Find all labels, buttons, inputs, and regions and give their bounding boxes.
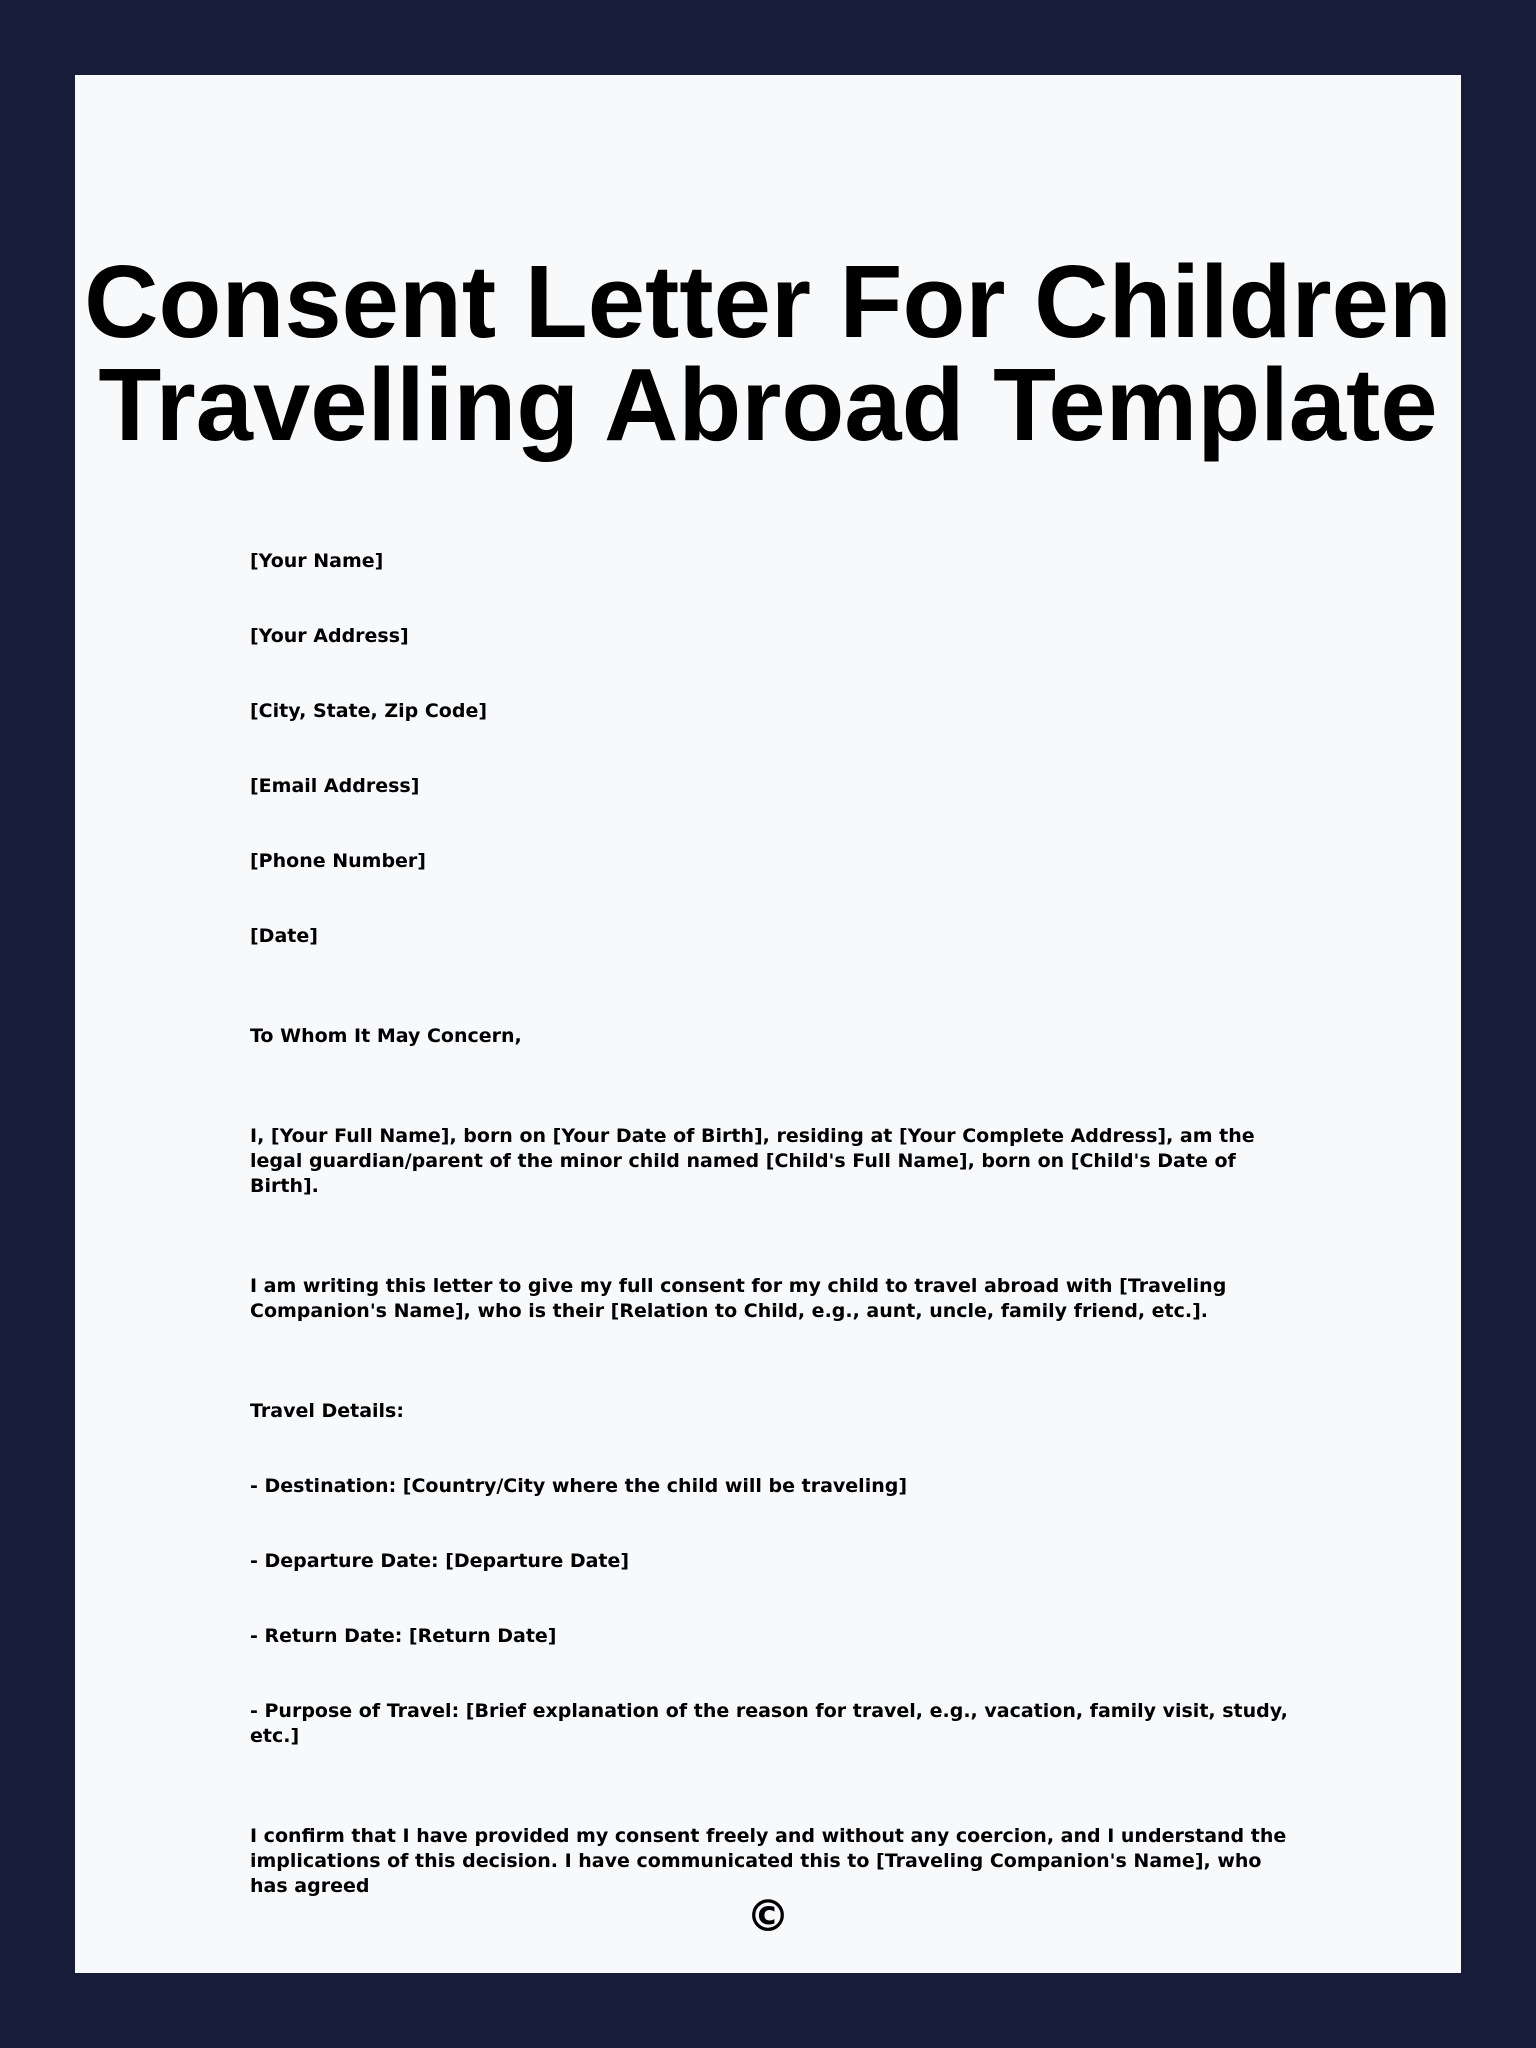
copyright-icon: ©: [746, 1891, 790, 1942]
paragraph-confirmation: I confirm that I have provided my consent freely and without any coercion, and I understand the implications of this decision. I have communicated this to [Traveling Companion's Name], who has agreed: [250, 1825, 1287, 1897]
travel-details-heading: Travel Details:: [250, 1400, 404, 1422]
sender-phone: [Phone Number]: [250, 850, 426, 872]
travel-detail-return: - Return Date: [Return Date]: [250, 1625, 557, 1647]
travel-detail-purpose: - Purpose of Travel: [Brief explanation of the reason for travel, e.g., vacation, family visit, study, etc.]: [250, 1700, 1288, 1747]
sender-name: [Your Name]: [250, 550, 384, 572]
letter-body: [250, 549, 1300, 1973]
title-line-1: Consent Letter For Children: [84, 244, 1452, 359]
document-page: [75, 75, 1461, 1973]
travel-detail-destination: - Destination: [Country/City where the child will be traveling]: [250, 1475, 908, 1497]
letter-date: [Date]: [250, 925, 318, 947]
sender-email: [Email Address]: [250, 775, 420, 797]
title-line-2: Travelling Abroad Template: [98, 347, 1438, 462]
sender-city-state-zip: [City, State, Zip Code]: [250, 700, 488, 722]
travel-detail-departure: - Departure Date: [Departure Date]: [250, 1550, 630, 1572]
paragraph-guardian-statement: I, [Your Full Name], born on [Your Date of Birth], residing at [Your Complete Address], am the legal guardian/parent of the minor child named [Child's Full Name], born on [Child's Date of Birth].: [250, 1125, 1255, 1197]
salutation: To Whom It May Concern,: [250, 1025, 522, 1047]
paragraph-consent-statement: I am writing this letter to give my full consent for my child to travel abroad with [Traveling Companion's Name], who is their [Relation to Child, e.g., aunt, uncle, family friend, etc.].: [250, 1275, 1227, 1322]
document-title: [75, 244, 1461, 462]
sender-address: [Your Address]: [250, 625, 409, 647]
